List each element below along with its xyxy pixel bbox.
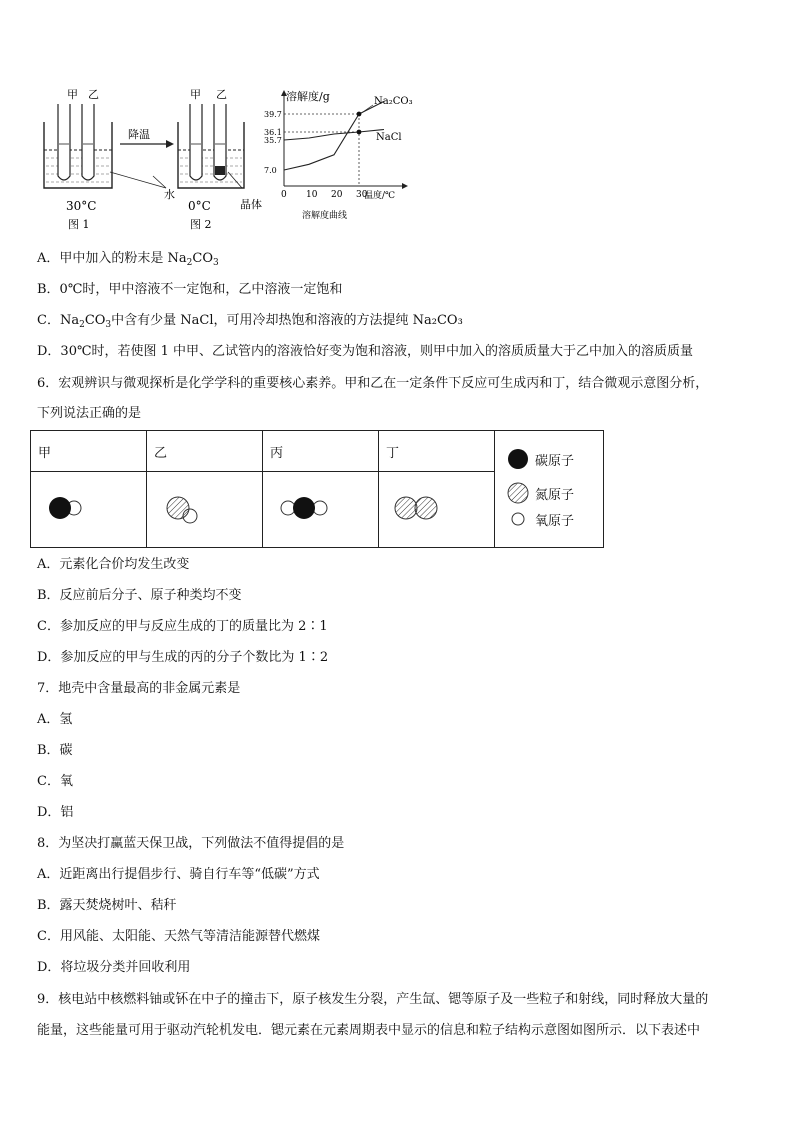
q9-stem-line2: 能量，这些能量可用于驱动汽轮机发电．锶元素在元素周期表中显示的信息和粒子结构示意图如图所示．以下表述中 (37, 1023, 701, 1038)
no-molecule-icon (154, 488, 214, 528)
chart-xlabel: 温度/℃ (364, 191, 396, 201)
q9-stem-line1: 9．核电站中核燃料铀或钚在中子的撞击下，原子核发生分裂，产生氙、锶等原子及一些粒子和射线，同时释放大量的 (37, 992, 709, 1007)
header-bing: 丙 (263, 431, 379, 472)
co-molecule-icon (38, 488, 98, 528)
x-tick-label: 0 (281, 190, 287, 200)
q8-stem: 8．为坚决打赢蓝天保卫战，下列做法不值得提倡的是 (37, 836, 345, 851)
chart-title: 溶解度曲线 (302, 211, 348, 221)
arrow-label: 降温 (128, 128, 150, 141)
q8-option-c: C．用风能、太阳能、天然气等清洁能源替代燃煤 (37, 929, 320, 944)
atom-legend (495, 431, 604, 548)
co2-molecule-icon (270, 488, 340, 528)
header-jia: 甲 (31, 431, 147, 472)
molecule-yi (147, 472, 263, 548)
x-tick-label: 10 (306, 190, 318, 200)
y-tick-label: 36.1 (264, 128, 282, 137)
water-label: 水 (164, 188, 175, 201)
carbon-atom-icon (507, 448, 529, 470)
point-nacl-30 (357, 130, 362, 135)
header-ding: 丁 (379, 431, 495, 472)
nitrogen-atom-icon (507, 482, 529, 504)
legend-oxygen: 氧原子 (495, 508, 603, 530)
q8-option-b: B．露天焚烧树叶、秸秆 (37, 898, 177, 913)
chart-ylabel: 溶解度/g (286, 90, 330, 103)
q7-option-c: C．氧 (37, 774, 73, 789)
oxygen-atom-icon (507, 508, 529, 530)
crystal-label: 晶体 (240, 198, 262, 211)
q5-option-a: A．甲中加入的粉末是 $Na_2CO_3$ (37, 251, 219, 268)
q6-stem-line1: 6．宏观辨识与微观探析是化学学科的重要核心素养。甲和乙在一定条件下反应可生成丙和丁，结合微观示意图分析， (37, 376, 709, 391)
solubility-figure (38, 84, 418, 234)
series-label-nacl: NaCl (376, 132, 402, 143)
y-tick-label: 35.7 (264, 136, 282, 145)
series-line-1 (284, 130, 384, 141)
temp-label-2: 0°C (188, 199, 211, 213)
temp-label-1: 30°C (66, 199, 97, 213)
caption-figure-1: 图 1 (68, 218, 90, 231)
q5-option-c: C．$Na_2CO_3$中含有少量 NaCl，可用冷却热饱和溶液的方法提纯 Na₂CO₃ (37, 313, 463, 330)
beaker-figure-2 (110, 88, 262, 231)
molecule-table (30, 430, 604, 548)
n2-molecule-icon (386, 488, 456, 528)
legend-carbon: 碳原子 (495, 448, 603, 470)
x-tick-label: 30 (356, 190, 368, 200)
q6-option-d: D．参加反应的甲与生成的丙的分子个数比为 1∶2 (37, 650, 329, 665)
legend-nitrogen: 氮原子 (495, 482, 603, 504)
caption-figure-2: 图 2 (190, 218, 212, 231)
crystal-mark (215, 166, 225, 175)
q5-option-b: B．0℃时，甲中溶液不一定饱和，乙中溶液一定饱和 (37, 282, 343, 297)
molecule-jia (31, 472, 147, 548)
q7-option-b: B．碳 (37, 743, 73, 758)
q7-stem: 7．地壳中含量最高的非金属元素是 (37, 681, 241, 696)
point-na2co3-30 (357, 112, 362, 117)
beaker-figure-1 (44, 88, 112, 231)
q8-option-d: D．将垃圾分类并回收利用 (37, 960, 191, 975)
tube-label-yi-1: 乙 (88, 88, 99, 101)
solubility-chart (264, 89, 413, 221)
q7-option-a: A．氢 (37, 712, 73, 727)
q6-option-b: B．反应前后分子、原子种类均不变 (37, 588, 242, 603)
leader-na2co3 (362, 105, 374, 113)
x-axis-arrow (402, 183, 408, 189)
tube-label-jia-2: 甲 (190, 88, 201, 101)
y-tick-label: 39.7 (264, 110, 282, 119)
x-tick-label: 20 (331, 190, 343, 200)
q8-option-a: A．近距离出行提倡步行、骑自行车等“低碳”方式 (37, 867, 320, 882)
q7-option-d: D．铝 (37, 805, 74, 820)
header-yi: 乙 (147, 431, 263, 472)
cooling-arrow (120, 127, 174, 148)
q6-stem-line2: 下列说法正确的是 (37, 406, 142, 421)
series-label-na2co3: Na₂CO₃ (374, 96, 413, 107)
molecule-ding (379, 472, 495, 548)
q6-option-c: C．参加反应的甲与反应生成的丁的质量比为 2∶1 (37, 619, 328, 634)
tube-label-yi-2: 乙 (216, 88, 227, 101)
q5-option-d: D．30℃时，若使图 1 中甲、乙试管内的溶液恰好变为饱和溶液，则甲中加入的溶质质量大于乙中加入的溶质质量 (37, 344, 694, 359)
molecule-bing (263, 472, 379, 548)
q6-option-a: A．元素化合价均发生改变 (37, 557, 190, 572)
series-line-0 (284, 101, 384, 170)
tube-label-jia-1: 甲 (67, 88, 78, 101)
y-tick-label: 7.0 (264, 166, 277, 175)
